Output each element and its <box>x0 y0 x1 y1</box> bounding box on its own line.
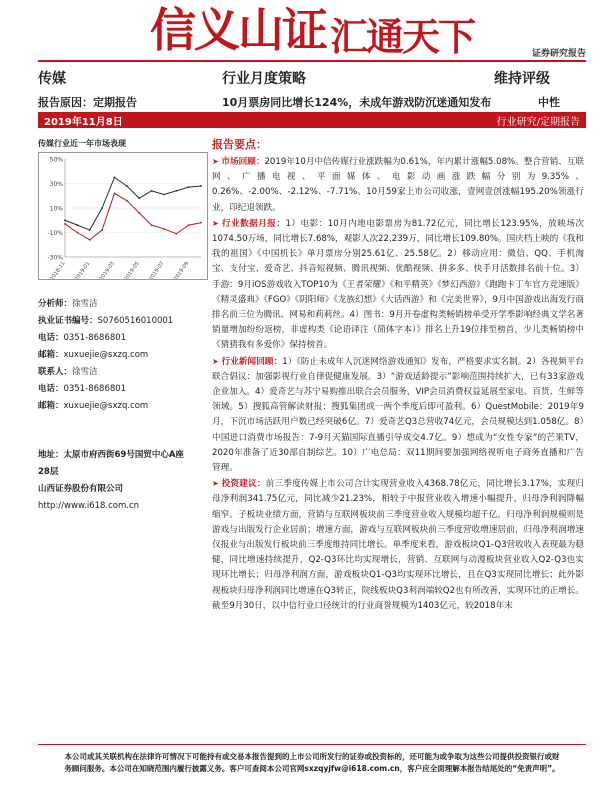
address-line: 28层 <box>38 467 59 477</box>
contact-row: 分析师：徐雪洁 <box>38 299 98 309</box>
series-line <box>65 177 201 230</box>
rating-value: 中性 <box>538 96 560 109</box>
x-tick-label: 2019-01 <box>74 260 92 279</box>
data-point <box>89 229 91 231</box>
data-point <box>188 186 190 188</box>
data-point <box>138 212 140 214</box>
report-reason: 报告原因：定期报告 <box>38 96 137 109</box>
banner-slogan: 汇通天下 <box>330 14 475 59</box>
data-point <box>126 200 128 202</box>
y-tick-label: -10% <box>47 230 63 237</box>
data-point <box>163 194 165 196</box>
data-point <box>200 222 202 224</box>
section-industry-news: ➤ 行业新闻回顾：1）《防止未成年人沉迷网络游戏通知》发布，严格要求实名制。2）各视频平台联合倡议：加强影视行业自律促健康发展。3）“游戏适龄提示”影响范围持续扩大，已有33家游戏企业加入。4）爱奇艺与苏宁易购推出联合会员服务，VIP会员消费权益延展至家电、百货、生鲜等领域。5）搜狐高管解读财报：搜狐集团或一两个季度后即可盈利。6）QuestMobile：2019年9月，下沉市场活跃用户数已经突破6亿。7）爱奇艺Q3总营收74亿元，会员规模达到1.058亿。8）中国进口消费市场报告：7-9月天猫国际直播引导成交4.7亿。9）想成为“女性专家”的芒果TV，2020年准备了近30部自制综艺。10）广电总局：双11期间要加强网络视听电子商务直播和广告管理。 <box>212 356 585 474</box>
disclaimer-line: 本公司或其关联机构在法律许可情况下可能持有或交易本报告提到的上市公司所发行的证券或投资标的，还可能为或争取为这些公司提供投资银行或财 <box>64 752 560 761</box>
contact-row: 电话：0351-8686801 <box>38 384 127 394</box>
footer-disclaimer <box>38 744 586 775</box>
data-point <box>200 185 202 187</box>
data-point <box>151 190 153 192</box>
x-tick-label: 2019-05 <box>123 260 141 279</box>
date-bar <box>38 112 586 128</box>
data-point <box>126 185 128 187</box>
y-tick-label: -30% <box>47 254 63 262</box>
company-name: 山西证券股份有限公司 <box>38 484 124 494</box>
contact-row: 电话：0351-8686801 <box>38 333 127 343</box>
x-tick-label: 2019-03 <box>98 260 117 279</box>
data-point <box>76 224 78 226</box>
chart-svg <box>39 153 207 279</box>
y-tick-label: 10% <box>49 205 63 213</box>
address-line: 地址：太原市府西街69号国贸中心A座 <box>38 450 184 460</box>
x-tick-label: 2019-09 <box>172 260 191 279</box>
points-title: 报告要点： <box>212 138 267 151</box>
phone-value: 0351-8686801 <box>63 384 127 394</box>
contact-row: 执业证书编号：S0760516010001 <box>38 316 174 326</box>
rating-label: 维持评级 <box>494 71 550 87</box>
phone-value: 0351-8686801 <box>63 333 127 343</box>
contact-row: 邮箱：xuxuejie@sxzq.com <box>38 401 149 411</box>
disclaimer-line: 务顾问服务。本公司在知晓范围内履行披露义务。客户可查阅本公司官网sxzqyjfw@i618.com.cn，客户应全面理解本报告结尾处的“免责声明”。 <box>64 764 560 773</box>
main-content <box>212 136 584 614</box>
x-tick-label: 2018-11 <box>49 260 67 279</box>
data-point <box>101 207 103 209</box>
header-divider <box>38 60 586 62</box>
bullet-icon: ➤ <box>212 479 219 489</box>
y-tick-label: 30% <box>49 181 63 188</box>
report-type-label: 证券研究报告 <box>531 49 586 59</box>
sector-label: 传媒 <box>38 71 66 87</box>
data-point <box>163 228 165 230</box>
y-tick-label: 50% <box>49 156 63 164</box>
x-tick-label: 2019-07 <box>148 260 166 279</box>
data-point <box>175 233 177 235</box>
chart-title: 传媒行业近一年市场表现 <box>38 139 126 148</box>
license-number: S0760516010001 <box>97 316 174 326</box>
contact-row: 联系人：徐雪洁 <box>38 367 98 377</box>
data-point <box>64 219 66 221</box>
report-date: 2019年11月8日 <box>44 117 123 128</box>
data-point <box>89 239 91 241</box>
contacts-block <box>38 296 213 415</box>
data-point <box>114 176 116 178</box>
data-point <box>114 192 116 194</box>
data-point <box>64 223 66 225</box>
series-line <box>65 193 201 240</box>
data-point <box>138 197 140 199</box>
report-headline: 10月票房同比增长124%，未成年游戏防沉迷通知发布 <box>222 96 492 109</box>
company-url[interactable]: http://www.i618.com.cn <box>38 501 140 511</box>
strategy-label: 行业月度策略 <box>222 71 306 87</box>
contact-name: 徐雪洁 <box>72 367 98 377</box>
section-investment-advice: ➤ 投资建议：前三季度传媒上市公司合计实现营业收入4368.78亿元，同比增长3.17%，实现归母净利润341.75亿元，同比减少21.23%，相较于中报营业收入增速小幅提升，归母净利润降幅缩窄。子板块业绩方面，营销与互联网板块前三季度营业收入规模均超千亿，归母净利润规模则是游戏与出版发行企业居前；增速方面，游戏与互联网板块前三季度营收增速居前，归母净利润增速仅报业与出版发行板块前三季度维持同比增长。单季度来看，游戏板块Q1-Q3营收收入表现最为稳健，同比增速持续提升，Q2-Q3环比均实现增长，营销、互联网与动漫板块营业收入Q2-Q3也实现环比增长；归母净利润方面，游戏板块Q1-Q3均实现环比增长，且在Q3实现同比增长；此外影视板块归母净利润同比增速在Q3转正，院线板块Q3利润端较Q2也有所改善，实现环比的正增长。截至9月30日，以中信行业口径统计的行业商誉规模为1403亿元，较2018年末 <box>212 479 584 611</box>
left-column <box>38 138 208 280</box>
bullet-icon: ➤ <box>212 356 219 366</box>
bullet-icon: ➤ <box>212 157 219 166</box>
data-point <box>188 224 190 226</box>
data-point <box>151 224 153 226</box>
analyst-name: 徐雪洁 <box>72 299 98 309</box>
bullet-icon: ➤ <box>212 218 219 228</box>
banner-title: 信义山证 <box>150 3 326 57</box>
email-link[interactable]: xuxuejie@sxzq.com <box>63 350 149 360</box>
contact-row: 邮箱：xuxuejie@sxzq.com <box>38 350 149 360</box>
email-link[interactable]: xuxuejie@sxzq.com <box>63 401 149 411</box>
section-market-review: ➤ 市场回顾：2019年10月中信传媒行业涨跌幅为0.61%，年内累计涨幅5.08%。整合营销、互联网、广播电视、平面媒体、电影动画涨跌幅分别为9.35%、0.26%、-2.00%、-2.12%、-7.71%。10月59家上市公司收涨，壹网壹创涨幅195.20%领涨行业，印纪退领跌。 <box>212 157 584 213</box>
data-point <box>101 229 103 231</box>
market-performance-chart <box>38 152 208 280</box>
report-category: 行业研究/定期报告 <box>496 117 580 128</box>
data-point <box>175 190 177 192</box>
address-block <box>38 447 213 515</box>
data-point <box>76 232 78 234</box>
section-industry-data: ➤ 行业数据月报：1）电影：10月内地电影票房为81.72亿元，同比增长123.95%，放映场次1074.50万场，同比增长7.68%，观影人次22,239万，同比增长109.80%。国庆档上映的《我和我的祖国》《中国机长》单月票房分别25.61亿、25.58亿。2）移动应用：微信、QQ、手机淘宝、支付宝、爱奇艺、抖音短视频、腾讯视频、优酷视频、拼多多、快手月活数排名前十位。3）手游：9月iOS游戏收入TOP10为《王者荣耀》《和平精英》《梦幻西游》《跑跑卡丁车官方竞速版》《精灵盛典》《FGO》《阴阳师》《龙族幻想》《大话西游》和《完美世界》，9月中国游戏出海发行商排名前三位为腾讯、网易和莉莉丝。4）图书：9月开卷虚构类畅销榜单受开学季影响经典文学名著销量增加纷纷返榜，非虚构类《论语译注（简体字本）》排名上升19位排至榜首，少儿类畅销榜中《猜猜我有多爱你》保持榜首。 <box>212 218 584 351</box>
